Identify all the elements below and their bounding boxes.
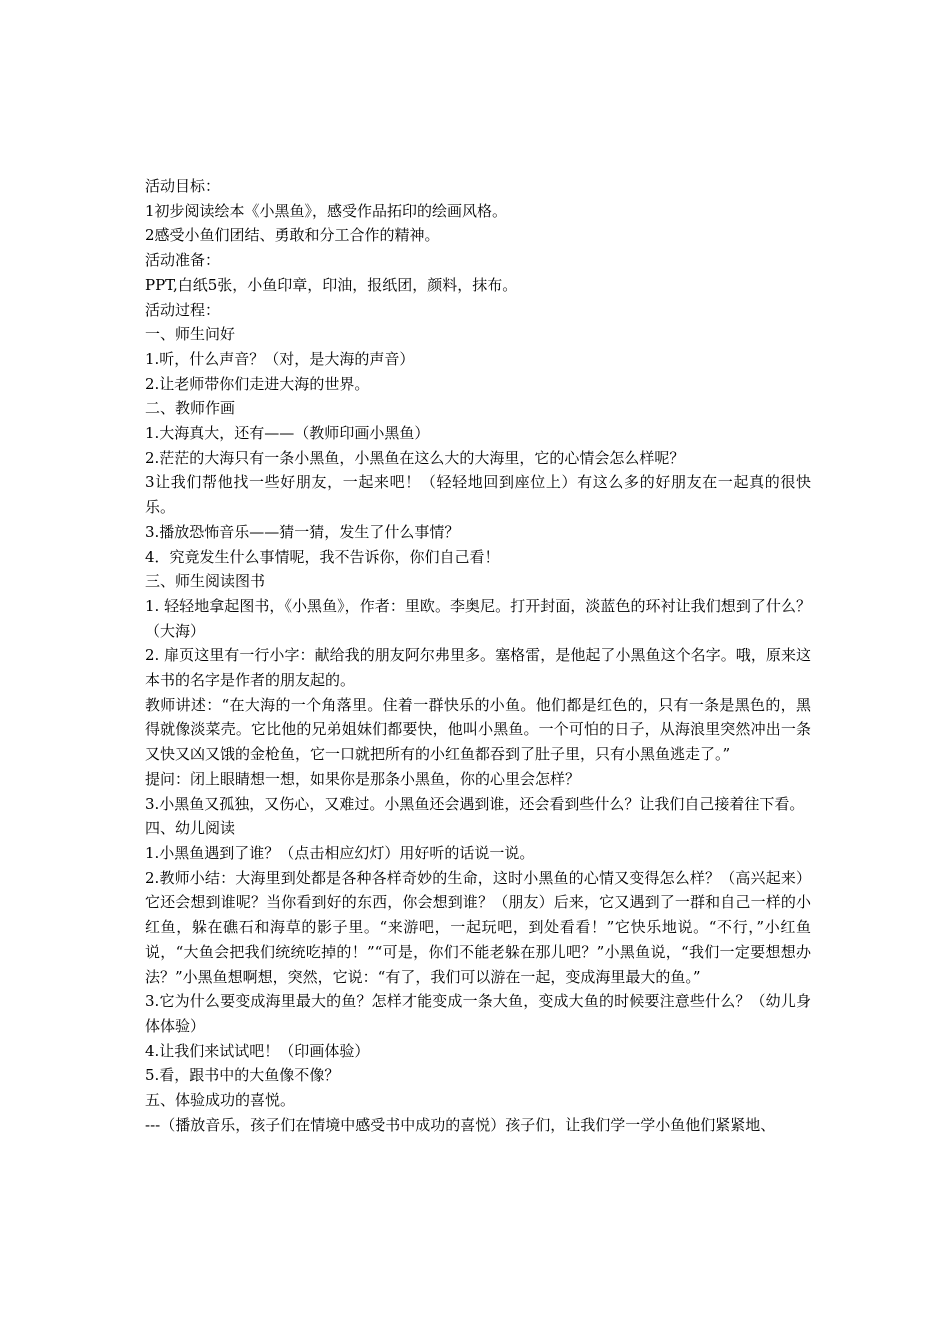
question-prompt: 提问：闭上眼睛想一想，如果你是那条小黑鱼，你的心里会怎样？ — [145, 769, 581, 788]
section-5-item-1: ---（播放音乐，孩子们在情境中感受书中成功的喜悦）孩子们，让我们学一学小鱼他们紧紧地、 — [145, 1115, 776, 1134]
section-1-heading: 一、师生问好 — [145, 325, 236, 344]
heading-activity-process: 活动过程： — [145, 300, 221, 319]
section-4-item-3: 3.它为什么要变成海里最大的鱼？怎样才能变成一条大鱼，变成大鱼的时候要注意些什么？（幼儿身体体验） — [145, 992, 811, 1035]
section-1-item-1: 1.听，什么声音？（对，是大海的声音） — [145, 349, 415, 368]
goal-item-1: 1初步阅读绘本《小黑鱼》，感受作品拓印的绘画风格。 — [145, 201, 508, 220]
section-4-item-2: 2.教师小结：大海里到处都是各种各样奇妙的生命，这时小黑鱼的心情又变得怎么样？（高兴起来）它还会想到谁呢？当你看到好的东西，你会想到谁？（朋友）后来，它又遇到了一群和自己一样的小红鱼，躲在礁石和海草的影子里。“来游吧，一起玩吧，到处看看！”它快乐地说。“不行，”小红鱼说，“大鱼会把我们统统吃掉的！”“可是，你们不能老躲在那儿吧？”小黑鱼说，“我们一定要想想办法？”小黑鱼想啊想，突然，它说：“有了，我们可以游在一起，变成海里最大的鱼。” — [145, 868, 811, 986]
heading-activity-goals: 活动目标： — [145, 177, 221, 195]
section-2-item-5: 4．究竟发生什么事情呢，我不告诉你，你们自己看！ — [145, 547, 500, 566]
goal-item-2: 2感受小鱼们团结、勇敢和分工合作的精神。 — [145, 226, 440, 245]
section-2-item-2: 2.茫茫的大海只有一条小黑鱼，小黑鱼在这么大的大海里，它的心情会怎么样呢？ — [145, 448, 685, 467]
document-body — [145, 174, 811, 1137]
section-4-item-5: 5.看，跟书中的大鱼像不像？ — [145, 1066, 340, 1085]
section-2-item-3: 3让我们帮他找一些好朋友，一起来吧！（轻轻地回到座位上）有这么多的好朋友在一起真的很快乐。 — [145, 473, 811, 517]
section-3-item-2: 2. 扉页这里有一行小字：献给我的朋友阿尔弗里多。塞格雷，是他起了小黑鱼这个名字。哦，原来这本书的名字是作者的朋友起的。 — [145, 646, 811, 690]
heading-activity-preparation: 活动准备： — [145, 251, 221, 270]
section-2-heading: 二、教师作画 — [145, 399, 236, 418]
section-3-item-1: 1. 轻轻地拿起图书，《小黑鱼》，作者：里欧。李奥尼。打开封面，淡蓝色的环衬让我们想到了什么？（大海） — [145, 596, 811, 640]
teacher-narration: 教师讲述：“在大海的一个角落里。住着一群快乐的小鱼。他们都是红色的，只有一条是黑色的，黑得就像淡菜壳。它比他的兄弟姐妹们都要快，他叫小黑鱼。一个可怕的日子，从海浪里突然冲出一条又快又凶又饿的金枪鱼，它一口就把所有的小红鱼都吞到了肚子里，只有小黑鱼逃走了。” — [145, 695, 811, 764]
section-2-item-4: 3.播放恐怖音乐——猜一猜，发生了什么事情？ — [145, 522, 460, 541]
section-4-item-4: 4.让我们来试试吧！（印画体验） — [145, 1041, 370, 1060]
section-3-heading: 三、师生阅读图书 — [145, 572, 266, 591]
section-3-item-3: 3.小黑鱼又孤独，又伤心，又难过。小黑鱼还会遇到谁，还会看到些什么？让我们自己接着往下看。 — [145, 794, 805, 813]
section-4-item-1: 1.小黑鱼遇到了谁？（点击相应幻灯）用好听的话说一说。 — [145, 843, 535, 862]
section-1-item-2: 2.让老师带你们走进大海的世界。 — [145, 374, 370, 393]
section-4-heading: 四、幼儿阅读 — [145, 819, 236, 838]
section-2-item-1: 1.大海真大，还有——（教师印画小黑鱼） — [145, 424, 430, 443]
preparation-materials: PPT,白纸5张，小鱼印章，印油，报纸团，颜料，抹布。 — [145, 275, 518, 294]
section-5-heading: 五、体验成功的喜悦。 — [145, 1091, 296, 1110]
